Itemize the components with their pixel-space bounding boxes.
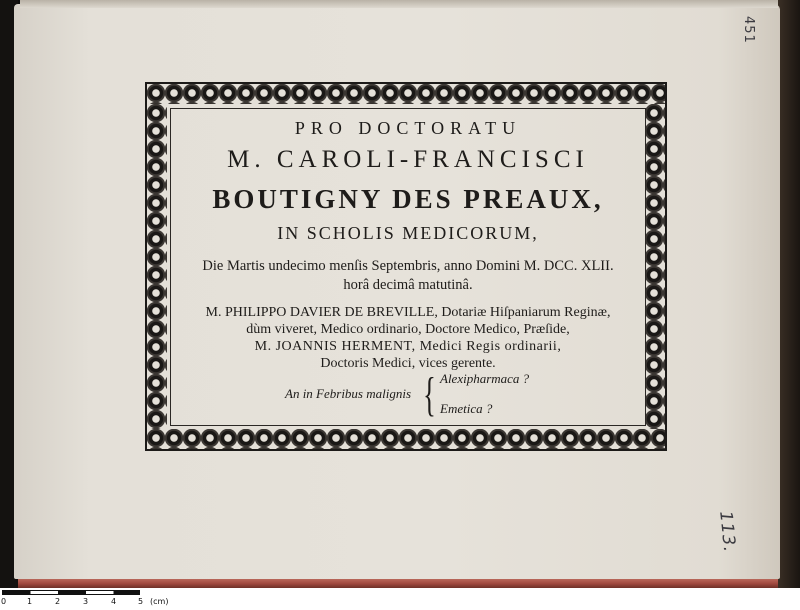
deputy-line-1: M. JOANNIS HERMENT, Medici Regis ordinarii, (254, 339, 562, 354)
president-line-1: M. PHILIPPO DAVIER DE BREVILLE, Dotariæ Hiſpaniarum Reginæ, (205, 305, 611, 320)
page-red-edge (18, 579, 778, 588)
page-top-edge (20, 0, 778, 8)
question-brace: { (423, 368, 436, 421)
ruler-label: 2 (55, 597, 61, 606)
question-option-2: Emetica ? (440, 401, 493, 416)
time-line: horâ decimâ matutinâ. (343, 277, 473, 293)
place-line: IN SCHOLIS MEDICORUM, (277, 223, 539, 243)
ruler-label: 4 (111, 597, 117, 606)
date-line: Die Martis undecimo menſis Septembris, anno Domini M. DCC. XLII. (202, 258, 614, 274)
scale-ruler (2, 590, 140, 595)
ruler-label: 5 (138, 597, 144, 606)
book-spine (778, 0, 800, 590)
candidate-name: M. CAROLI-FRANCISCI (227, 146, 589, 173)
ornament-border-top (147, 84, 665, 104)
ornament-border-bottom (147, 429, 665, 449)
candidate-surname: BOUTIGNY DES PREAUX, (212, 184, 604, 214)
page-number-bottom: 113. (715, 510, 740, 554)
title-pro-doctoratu: PRO DOCTORATU (294, 118, 522, 138)
scale-ruler-labels (0, 597, 200, 609)
thesis-question: An in Febribus malignis (285, 386, 412, 401)
ornament-border-right (645, 104, 665, 429)
deputy-line-2: Doctoris Medici, vices gerente. (320, 356, 496, 371)
ruler-label: 1 (27, 597, 33, 606)
ornament-border-left (147, 104, 167, 429)
question-option-1: Alexipharmaca ? (440, 371, 530, 386)
president-line-2: dùm viveret, Medico ordinario, Doctore Medico, Præſide, (246, 322, 570, 337)
ruler-unit: (cm) (150, 597, 169, 606)
ruler-label: 0 (1, 597, 7, 606)
page-number-top: 451 (741, 16, 756, 44)
ruler-label: 3 (83, 597, 89, 606)
